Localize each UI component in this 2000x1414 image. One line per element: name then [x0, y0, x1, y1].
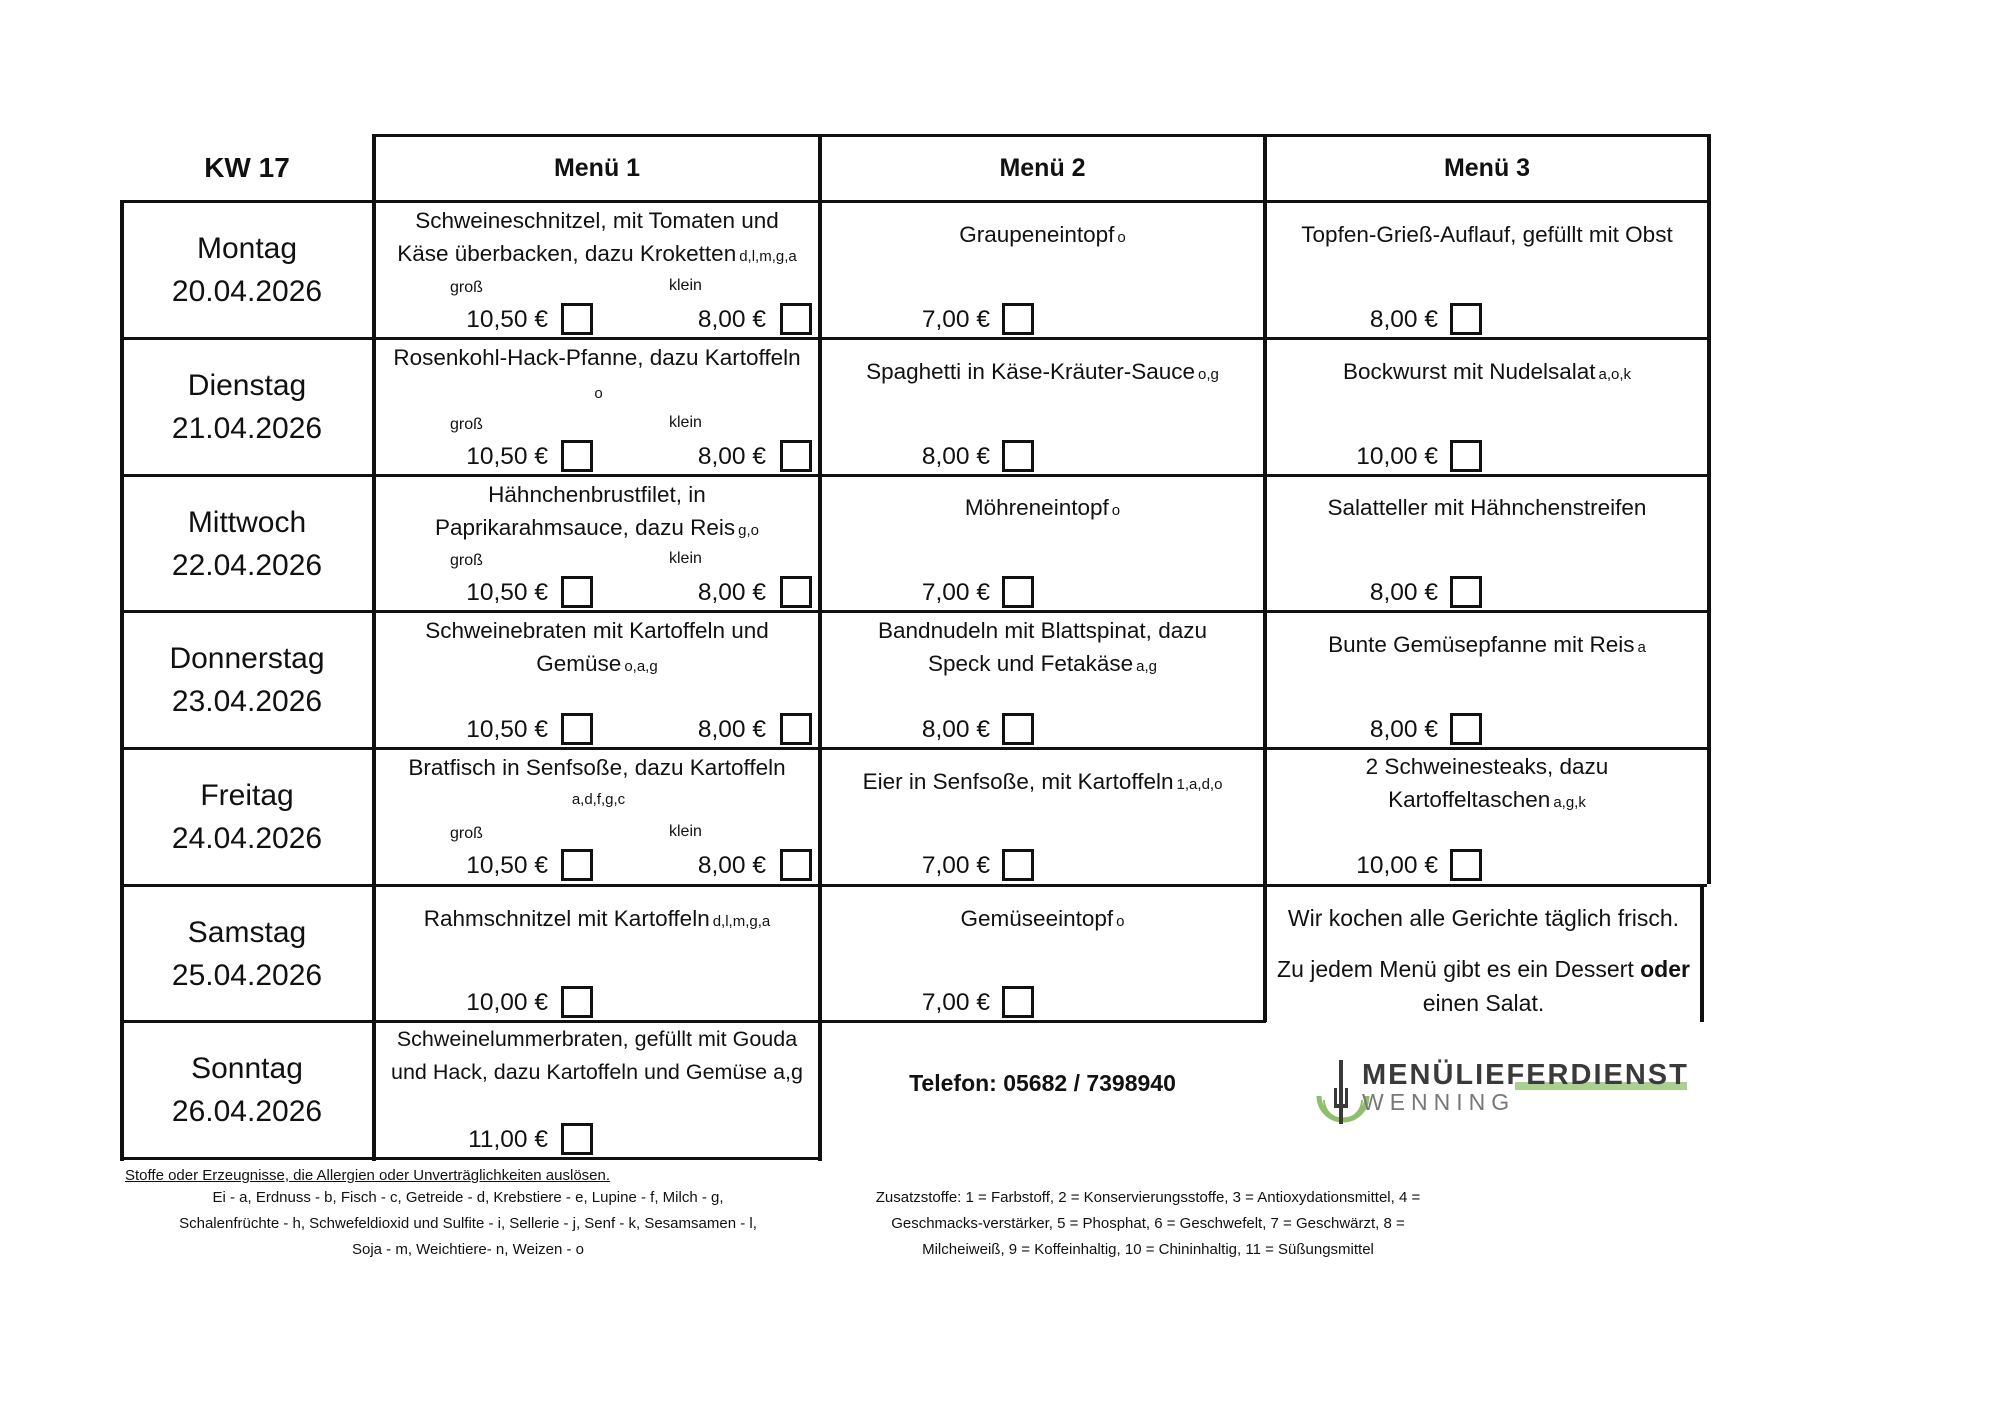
- day-date: 21.04.2026: [171, 412, 323, 445]
- allergen-codes: a,d,f,g,c: [571, 791, 626, 808]
- size-label-small: klein: [669, 277, 702, 294]
- price: 8,00 €: [1369, 716, 1438, 743]
- menu2-header: Menü 2: [999, 154, 1086, 182]
- dish-description: [376, 902, 818, 938]
- day-name: Donnerstag: [169, 642, 325, 675]
- week-label: KW 17: [204, 152, 290, 183]
- price: 7,00 €: [921, 989, 990, 1016]
- dish-line: Speck und Fetakäse: [928, 651, 1134, 676]
- grid-line: [1707, 134, 1711, 884]
- additive-line: Milcheiweiß, 9 = Koffeinhaltig, 10 = Chininhaltig, 11 = Süßungsmittel: [922, 1241, 1374, 1258]
- dish-description: [1267, 491, 1707, 524]
- order-checkbox[interactable]: [1450, 440, 1482, 472]
- additive-legend: [818, 1185, 1478, 1263]
- dish-line: Bunte Gemüsepfanne mit Reis: [1328, 632, 1635, 657]
- size-label-large: groß: [450, 552, 483, 569]
- info-line: Zu jedem Menü gibt es ein Dessert: [1277, 956, 1634, 982]
- allergen-codes: g,o: [738, 522, 759, 539]
- order-checkbox[interactable]: [1002, 440, 1034, 472]
- order-checkbox[interactable]: [780, 303, 812, 335]
- price: 8,00 €: [921, 716, 990, 743]
- order-checkbox[interactable]: [1002, 849, 1034, 881]
- order-checkbox[interactable]: [780, 576, 812, 608]
- dish-description: [376, 614, 818, 683]
- allergen-codes: a: [1637, 639, 1646, 656]
- day-name: Sonntag: [191, 1052, 303, 1085]
- dish-line: Käse überbacken, dazu Kroketten: [397, 241, 737, 266]
- phone-number: Telefon: 05682 / 7398940: [909, 1070, 1176, 1096]
- menu3-header: Menü 3: [1443, 154, 1531, 182]
- allergen-codes: o,g: [1198, 366, 1219, 383]
- day-cell-freitag: [122, 750, 372, 884]
- dish-line: Schweinelummerbraten, gefüllt mit Gouda: [396, 1027, 798, 1051]
- day-date: 26.04.2026: [171, 1095, 323, 1128]
- size-label-small: klein: [669, 414, 702, 431]
- allergen-codes: o: [1116, 913, 1125, 930]
- allergen-line: Soja - m, Weichtiere- n, Weizen - o: [351, 1241, 585, 1258]
- dish-description: [376, 751, 818, 813]
- price-large: 10,50 €: [466, 443, 548, 470]
- menu1-header: Menü 1: [553, 154, 641, 182]
- info-line: einen Salat.: [1422, 990, 1545, 1016]
- allergen-title: Stoffe oder Erzeugnisse, die Allergien oder Unverträglichkeiten auslösen.: [125, 1167, 611, 1184]
- order-checkbox[interactable]: [1450, 713, 1482, 745]
- dish-line: Paprikarahmsauce, dazu Reis: [434, 515, 736, 540]
- price: 11,00 €: [468, 1126, 548, 1153]
- dish-line: Bratfisch in Senfsoße, dazu Kartoffeln: [408, 755, 786, 780]
- additive-line: Geschmacks-verstärker, 5 = Phosphat, 6 = Geschwefelt, 7 = Geschwärzt, 8 =: [891, 1215, 1405, 1232]
- order-checkbox[interactable]: [561, 440, 593, 472]
- allergen-codes: a,g,k: [1553, 794, 1586, 811]
- price: 10,00 €: [466, 989, 548, 1016]
- dish-description: [822, 355, 1263, 391]
- order-checkbox[interactable]: [1450, 303, 1482, 335]
- dish-line: Graupeneintopf: [959, 222, 1115, 247]
- dish-line: Rahmschnitzel mit Kartoffeln: [423, 906, 710, 931]
- day-date: 22.04.2026: [171, 548, 323, 582]
- dish-line: Bockwurst mit Nudelsalat: [1342, 359, 1596, 384]
- order-checkbox[interactable]: [780, 849, 812, 881]
- dish-description: [822, 491, 1263, 527]
- order-checkbox[interactable]: [561, 576, 593, 608]
- dish-description: [822, 218, 1263, 254]
- dish-line: Hähnchenbrustfilet, in: [488, 482, 706, 507]
- price-small: 8,00 €: [697, 852, 766, 879]
- price: 10,00 €: [1356, 852, 1438, 879]
- dish-line: Möhreneintopf: [964, 495, 1109, 520]
- dish-line: Salatteller mit Hähnchenstreifen: [1327, 495, 1647, 520]
- dish-line: Topfen-Grieß-Auflauf, gefüllt mit Obst: [1301, 222, 1673, 247]
- price-large: 10,50 €: [466, 579, 548, 606]
- day-name: Dienstag: [187, 369, 307, 402]
- allergen-legend: [118, 1185, 818, 1263]
- allergen-codes: a,g: [1136, 658, 1157, 675]
- day-cell-dienstag: [122, 340, 372, 474]
- order-checkbox[interactable]: [561, 1123, 593, 1155]
- dish-line: und Hack, dazu Kartoffeln und Gemüse a,g: [391, 1060, 803, 1084]
- allergen-codes: d,l,m,g,a: [712, 913, 771, 930]
- dish-description: [1267, 750, 1707, 819]
- allergen-line: Schalenfrüchte - h, Schwefeldioxid und Sulfite - i, Sellerie - j, Senf - k, Sesamsamen - l,: [179, 1215, 757, 1232]
- size-label-small: klein: [669, 823, 702, 840]
- info-bold: oder: [1640, 956, 1690, 982]
- dish-description: [822, 765, 1263, 801]
- order-checkbox[interactable]: [1002, 986, 1034, 1018]
- price: 8,00 €: [1369, 306, 1438, 333]
- day-cell-donnerstag: [122, 613, 372, 747]
- price-small: 8,00 €: [697, 443, 766, 470]
- size-label-large: groß: [450, 416, 483, 433]
- price-large: 10,50 €: [466, 306, 548, 333]
- dish-description: [376, 341, 818, 410]
- dish-line: Gemüse: [536, 651, 622, 676]
- price-small: 8,00 €: [697, 716, 766, 743]
- order-checkbox[interactable]: [1002, 713, 1034, 745]
- order-checkbox[interactable]: [561, 986, 593, 1018]
- allergen-codes: o: [1111, 502, 1121, 519]
- allergen-codes: 1,a,d,o: [1176, 776, 1223, 793]
- day-date: 25.04.2026: [171, 958, 323, 992]
- day-cell-mittwoch: [122, 477, 372, 610]
- price: 7,00 €: [921, 852, 990, 879]
- dish-description: [1267, 355, 1707, 391]
- day-date: 23.04.2026: [171, 685, 323, 718]
- day-cell-sonntag: [122, 1023, 372, 1157]
- allergen-line: Ei - a, Erdnuss - b, Fisch - c, Getreide - d, Krebstiere - e, Lupine - f, Milch - g,: [212, 1189, 724, 1206]
- price-large: 10,50 €: [466, 852, 548, 879]
- day-name: Mittwoch: [187, 505, 307, 539]
- allergen-codes: o: [1117, 229, 1126, 246]
- price-small: 8,00 €: [697, 306, 766, 333]
- dish-description: [376, 204, 818, 273]
- additive-line: Zusatzstoffe: 1 = Farbstoff, 2 = Konservierungsstoffe, 3 = Antioxydationsmittel, 4 =: [875, 1189, 1421, 1206]
- dish-description: [822, 614, 1263, 683]
- price: 7,00 €: [921, 579, 990, 606]
- dish-description: [1267, 218, 1707, 251]
- order-checkbox[interactable]: [561, 849, 593, 881]
- allergen-codes: o,a,g: [624, 658, 658, 675]
- order-checkbox[interactable]: [1450, 849, 1482, 881]
- order-checkbox[interactable]: [561, 713, 593, 745]
- price-small: 8,00 €: [697, 579, 766, 606]
- price: 10,00 €: [1356, 443, 1438, 470]
- dish-description: [376, 478, 818, 547]
- grid-line: [120, 1157, 822, 1160]
- size-label-large: groß: [450, 825, 483, 842]
- allergen-codes: o: [594, 385, 603, 402]
- size-label-large: groß: [450, 279, 483, 296]
- day-cell-samstag: [122, 887, 372, 1020]
- grid-line: [1700, 884, 1704, 1022]
- order-checkbox[interactable]: [780, 440, 812, 472]
- logo-subtitle: WENNING: [1362, 1089, 1516, 1115]
- day-name: Freitag: [200, 779, 294, 812]
- price: 8,00 €: [921, 443, 990, 470]
- grid-line: [1263, 134, 1267, 1022]
- dish-line: Rosenkohl-Hack-Pfanne, dazu Kartoffeln: [393, 345, 801, 370]
- day-date: 20.04.2026: [171, 275, 323, 308]
- dish-line: Gemüseeintopf: [960, 906, 1114, 931]
- dish-line: Kartoffeltaschen: [1388, 787, 1551, 812]
- logo-title: MENÜLIEFERDIENST: [1362, 1059, 1689, 1091]
- day-cell-montag: [122, 203, 372, 337]
- day-name: Montag: [196, 232, 298, 265]
- info-line: Wir kochen alle Gerichte täglich frisch.: [1287, 905, 1680, 931]
- price: 7,00 €: [921, 306, 990, 333]
- size-label-small: klein: [669, 550, 702, 567]
- company-logo: [1310, 1050, 1710, 1130]
- dish-description: [1267, 628, 1707, 664]
- day-name: Samstag: [187, 915, 307, 949]
- price-large: 10,50 €: [466, 716, 548, 743]
- dish-line: Eier in Senfsoße, mit Kartoffeln: [862, 769, 1174, 794]
- dish-description: [376, 1023, 818, 1089]
- dish-line: Schweineschnitzel, mit Tomaten und: [415, 208, 779, 233]
- allergen-codes: d,l,m,g,a: [739, 248, 797, 265]
- dish-line: 2 Schweinesteaks, dazu: [1365, 754, 1609, 779]
- order-checkbox[interactable]: [1002, 576, 1034, 608]
- info-text: [1267, 900, 1700, 1020]
- dish-line: Schweinebraten mit Kartoffeln und: [425, 618, 769, 643]
- allergen-codes: a,o,k: [1598, 366, 1632, 383]
- dish-line: Bandnudeln mit Blattspinat, dazu: [878, 618, 1207, 643]
- price: 8,00 €: [1369, 579, 1438, 606]
- order-checkbox[interactable]: [561, 303, 593, 335]
- dish-line: Spaghetti in Käse-Kräuter-Sauce: [866, 359, 1196, 384]
- order-checkbox[interactable]: [1450, 576, 1482, 608]
- dish-description: [822, 902, 1263, 938]
- day-date: 24.04.2026: [171, 822, 323, 855]
- order-checkbox[interactable]: [1002, 303, 1034, 335]
- order-checkbox[interactable]: [780, 713, 812, 745]
